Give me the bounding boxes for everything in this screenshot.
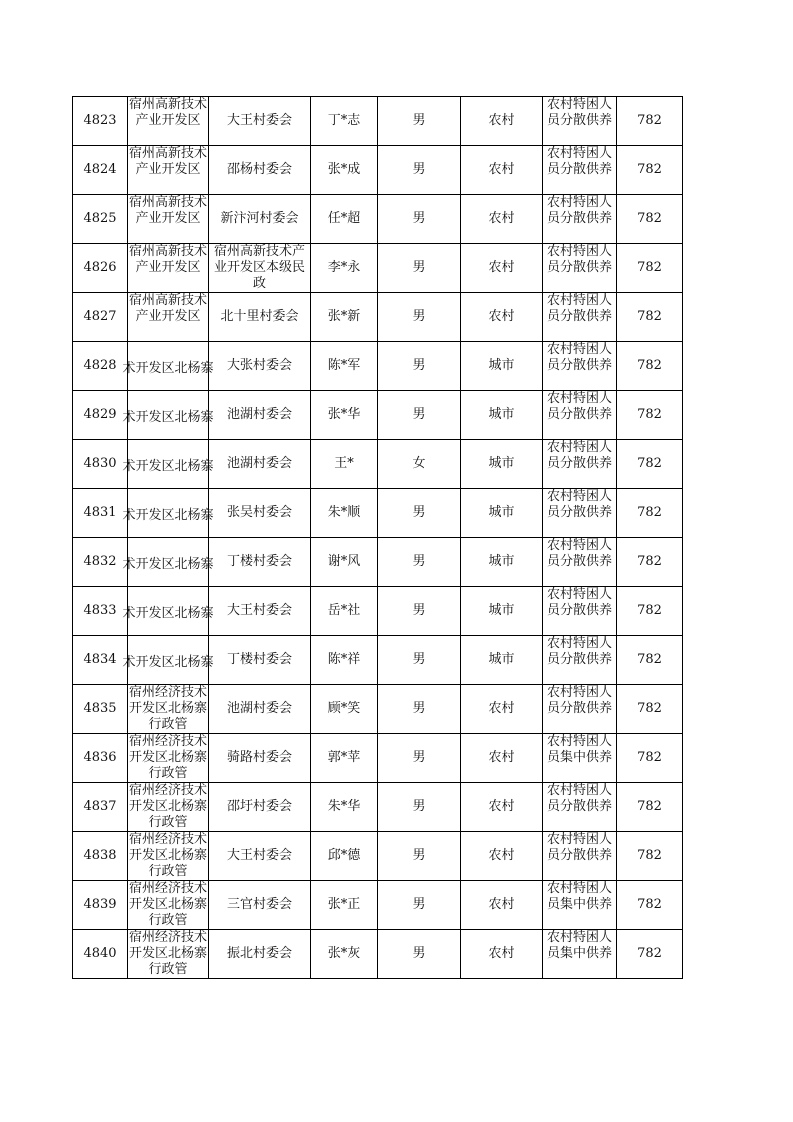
record-number: 4836 [83, 750, 117, 765]
village-cell: 池湖村委会 [226, 407, 292, 422]
table-row [73, 97, 683, 146]
district-cell: 宿州高新技术产业开发区 [129, 195, 208, 226]
record-number: 4830 [83, 456, 117, 471]
record-number: 4838 [83, 848, 117, 863]
record-number: 4826 [83, 260, 117, 275]
record-number: 4825 [83, 211, 117, 226]
district-cell: 术开发区北杨寨 [122, 409, 214, 425]
person-name: 李*永 [327, 260, 361, 275]
gender-cell: 男 [412, 505, 426, 520]
record-number: 4839 [83, 897, 117, 912]
amount-cell: 782 [637, 260, 662, 275]
gender-cell: 男 [412, 897, 426, 912]
amount-cell: 782 [637, 652, 662, 667]
gender-cell: 男 [412, 848, 426, 863]
village-cell: 三官村委会 [226, 897, 292, 912]
village-cell: 大王村委会 [226, 848, 292, 863]
support-type-cell: 农村特困人员分散供养 [546, 636, 612, 667]
district-cell: 宿州经济技术开发区北杨寨行政管 [129, 734, 208, 781]
table-row [73, 783, 683, 832]
support-type-cell: 农村特困人员分散供养 [546, 440, 612, 471]
area-type-cell: 农村 [488, 946, 515, 961]
record-number: 4833 [83, 603, 117, 618]
gender-cell: 男 [412, 113, 426, 128]
amount-cell: 782 [637, 897, 662, 912]
area-type-cell: 农村 [488, 162, 515, 177]
person-name: 谢*风 [327, 554, 361, 569]
district-cell: 术开发区北杨寨 [122, 458, 214, 474]
record-number: 4835 [83, 701, 117, 716]
gender-cell: 男 [412, 407, 426, 422]
area-type-cell: 农村 [488, 750, 515, 765]
village-cell: 池湖村委会 [226, 456, 292, 471]
person-name: 王* [334, 456, 354, 471]
area-type-cell: 农村 [488, 897, 515, 912]
area-type-cell: 农村 [488, 309, 515, 324]
amount-cell: 782 [637, 946, 662, 961]
area-type-cell: 农村 [488, 701, 515, 716]
amount-cell: 782 [637, 162, 662, 177]
record-number: 4832 [83, 554, 117, 569]
amount-cell: 782 [637, 505, 662, 520]
village-cell: 大王村委会 [226, 603, 292, 618]
gender-cell: 男 [412, 260, 426, 275]
district-cell: 宿州高新技术产业开发区 [129, 244, 208, 275]
area-type-cell: 城市 [488, 652, 515, 667]
support-type-cell: 农村特困人员分散供养 [546, 293, 612, 324]
table-row [73, 195, 683, 244]
gender-cell: 男 [412, 701, 426, 716]
gender-cell: 男 [412, 358, 426, 373]
area-type-cell: 城市 [488, 358, 515, 373]
area-type-cell: 城市 [488, 407, 515, 422]
district-cell: 术开发区北杨寨 [122, 556, 214, 572]
person-name: 岳*社 [327, 603, 361, 618]
person-name: 陈*军 [327, 358, 361, 373]
district-cell: 宿州经济技术开发区北杨寨行政管 [129, 930, 208, 977]
district-cell: 宿州高新技术产业开发区 [129, 293, 208, 324]
village-cell: 宿州高新技术产业开发区本级民政 [213, 244, 305, 291]
amount-cell: 782 [637, 554, 662, 569]
table-row [73, 244, 683, 293]
district-cell: 术开发区北杨寨 [122, 360, 214, 376]
gender-cell: 男 [412, 946, 426, 961]
table-row [73, 587, 683, 636]
record-number: 4829 [83, 407, 117, 422]
amount-cell: 782 [637, 309, 662, 324]
support-type-cell: 农村特困人员集中供养 [546, 734, 612, 765]
gender-cell: 男 [412, 211, 426, 226]
area-type-cell: 城市 [488, 456, 515, 471]
village-cell: 丁楼村委会 [226, 554, 292, 569]
village-cell: 骑路村委会 [226, 750, 292, 765]
table-row [73, 832, 683, 881]
person-name: 陈*祥 [327, 652, 361, 667]
gender-cell: 男 [412, 750, 426, 765]
district-cell: 术开发区北杨寨 [122, 654, 214, 670]
gender-cell: 男 [412, 652, 426, 667]
person-name: 顾*笑 [327, 701, 361, 716]
amount-cell: 782 [637, 113, 662, 128]
district-cell: 宿州经济技术开发区北杨寨行政管 [129, 881, 208, 928]
record-number: 4840 [83, 946, 117, 961]
record-number: 4823 [83, 113, 117, 128]
area-type-cell: 农村 [488, 113, 515, 128]
village-cell: 新汴河村委会 [220, 211, 299, 226]
area-type-cell: 农村 [488, 848, 515, 863]
person-name: 张*成 [327, 162, 361, 177]
village-cell: 邵圩村委会 [226, 799, 292, 814]
area-type-cell: 城市 [488, 603, 515, 618]
support-type-cell: 农村特困人员分散供养 [546, 342, 612, 373]
amount-cell: 782 [637, 358, 662, 373]
gender-cell: 男 [412, 554, 426, 569]
table-row [73, 636, 683, 685]
gender-cell: 男 [412, 603, 426, 618]
table-row [73, 685, 683, 734]
support-type-cell: 农村特困人员分散供养 [546, 97, 612, 128]
gender-cell: 男 [412, 799, 426, 814]
village-cell: 池湖村委会 [226, 701, 292, 716]
support-type-cell: 农村特困人员分散供养 [546, 685, 612, 716]
support-type-cell: 农村特困人员分散供养 [546, 832, 612, 863]
district-cell: 宿州高新技术产业开发区 [129, 97, 208, 128]
support-type-cell: 农村特困人员分散供养 [546, 489, 612, 520]
area-type-cell: 农村 [488, 799, 515, 814]
table-row [73, 734, 683, 783]
support-type-cell: 农村特困人员分散供养 [546, 391, 612, 422]
support-type-cell: 农村特困人员分散供养 [546, 783, 612, 814]
village-cell: 振北村委会 [226, 946, 292, 961]
support-type-cell: 农村特困人员分散供养 [546, 244, 612, 275]
table-row [73, 440, 683, 489]
record-number: 4824 [83, 162, 117, 177]
table-row [73, 391, 683, 440]
person-name: 邱*德 [327, 848, 361, 863]
table-row [73, 930, 683, 979]
record-number: 4828 [83, 358, 117, 373]
village-cell: 张吴村委会 [226, 505, 292, 520]
person-name: 朱*顺 [327, 505, 361, 520]
gender-cell: 女 [412, 456, 426, 471]
area-type-cell: 城市 [488, 554, 515, 569]
support-type-cell: 农村特困人员分散供养 [546, 195, 612, 226]
district-cell: 宿州经济技术开发区北杨寨行政管 [129, 685, 208, 732]
record-number: 4834 [83, 652, 117, 667]
person-name: 任*超 [327, 211, 361, 226]
table-row [73, 538, 683, 587]
village-cell: 丁楼村委会 [226, 652, 292, 667]
person-name: 张*华 [327, 407, 361, 422]
person-name: 张*正 [327, 897, 361, 912]
records-table [72, 96, 683, 979]
district-cell: 宿州经济技术开发区北杨寨行政管 [129, 783, 208, 830]
amount-cell: 782 [637, 603, 662, 618]
area-type-cell: 农村 [488, 260, 515, 275]
amount-cell: 782 [637, 211, 662, 226]
village-cell: 邵杨村委会 [226, 162, 292, 177]
person-name: 朱*华 [327, 799, 361, 814]
records-body [73, 97, 683, 979]
area-type-cell: 农村 [488, 211, 515, 226]
village-cell: 北十里村委会 [220, 309, 299, 324]
person-name: 郭*苹 [327, 750, 361, 765]
district-cell: 术开发区北杨寨 [122, 605, 214, 621]
person-name: 张*灰 [327, 946, 361, 961]
gender-cell: 男 [412, 162, 426, 177]
amount-cell: 782 [637, 799, 662, 814]
support-type-cell: 农村特困人员分散供养 [546, 538, 612, 569]
amount-cell: 782 [637, 750, 662, 765]
area-type-cell: 城市 [488, 505, 515, 520]
amount-cell: 782 [637, 701, 662, 716]
record-number: 4827 [83, 309, 117, 324]
amount-cell: 782 [637, 407, 662, 422]
table-row [73, 489, 683, 538]
village-cell: 大王村委会 [226, 113, 292, 128]
district-cell: 宿州经济技术开发区北杨寨行政管 [129, 832, 208, 879]
table-row [73, 293, 683, 342]
district-cell: 宿州高新技术产业开发区 [129, 146, 208, 177]
gender-cell: 男 [412, 309, 426, 324]
support-type-cell: 农村特困人员集中供养 [546, 881, 612, 912]
person-name: 张*新 [327, 309, 361, 324]
amount-cell: 782 [637, 848, 662, 863]
support-type-cell: 农村特困人员分散供养 [546, 146, 612, 177]
record-number: 4831 [83, 505, 117, 520]
district-cell: 术开发区北杨寨 [122, 507, 214, 523]
amount-cell: 782 [637, 456, 662, 471]
support-type-cell: 农村特困人员分散供养 [546, 587, 612, 618]
table-row [73, 342, 683, 391]
village-cell: 大张村委会 [226, 358, 292, 373]
record-number: 4837 [83, 799, 117, 814]
table-row [73, 146, 683, 195]
person-name: 丁*志 [327, 113, 361, 128]
support-type-cell: 农村特困人员集中供养 [546, 930, 612, 961]
table-row [73, 881, 683, 930]
